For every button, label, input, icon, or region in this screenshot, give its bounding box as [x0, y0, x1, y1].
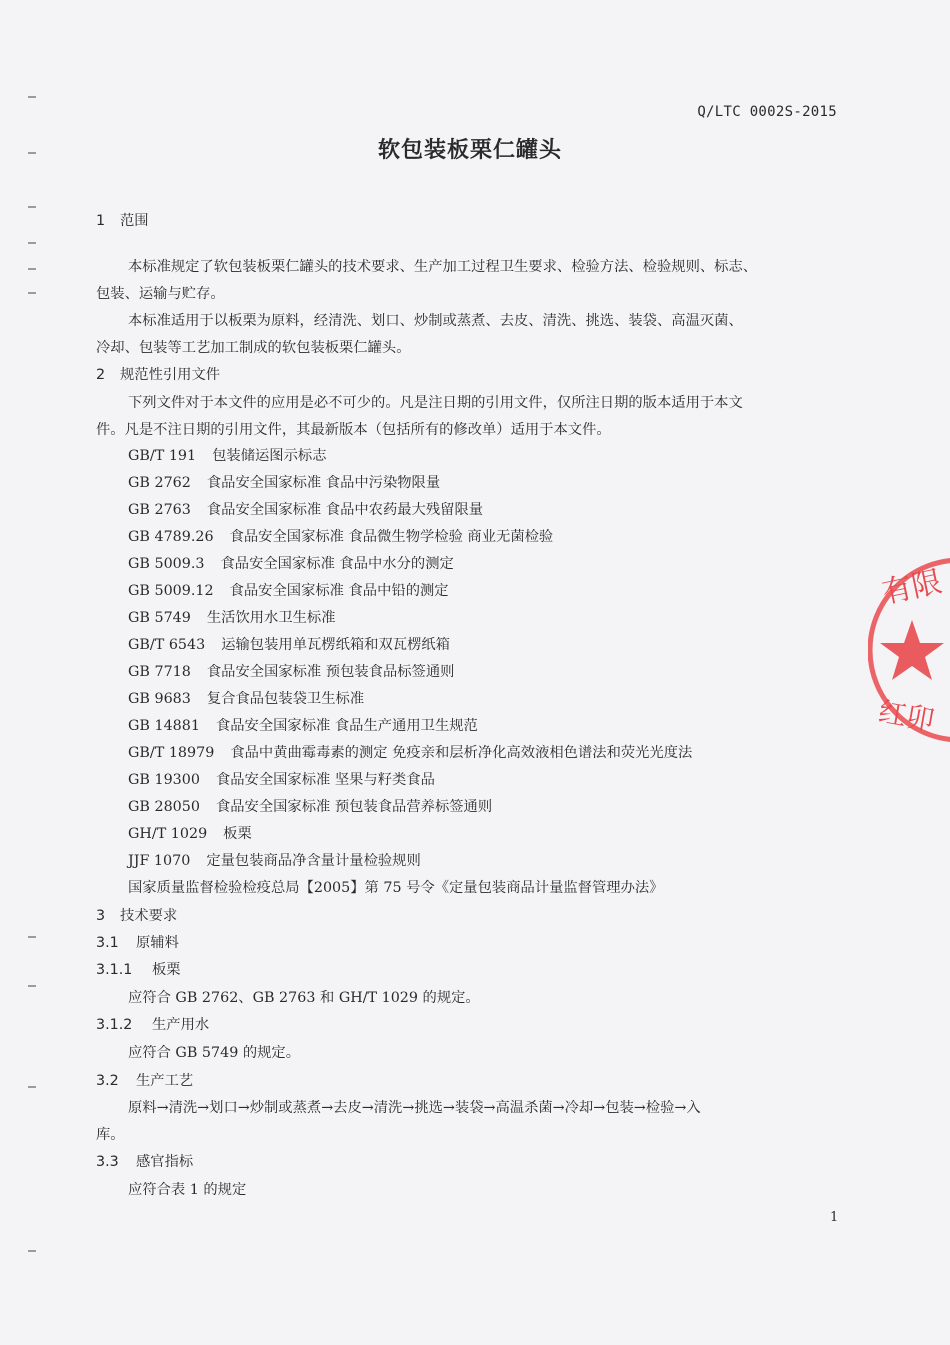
seal-text-top: 有限 — [879, 564, 945, 612]
section-3-3-heading: 3.3 感官指标 — [96, 1154, 194, 1170]
section-3-1-1-heading: 3.1.1 板栗 — [96, 962, 181, 978]
reference-item: GB 5749 生活饮用水卫生标准 — [128, 610, 336, 626]
process-flow-line-1: 原料→清洗→划口→炒制或蒸煮→去皮→清洗→挑选→装袋→高温杀菌→冷却→包装→检验→入 — [128, 1100, 701, 1116]
reference-item: GB/T 191 包装储运图示标志 — [128, 448, 327, 464]
reference-item: GB 2763 食品安全国家标准 食品中农药最大残留限量 — [128, 502, 484, 518]
section-3-1-1-text: 应符合 GB 2762、GB 2763 和 GH/T 1029 的规定。 — [128, 990, 480, 1006]
binding-mark — [28, 152, 36, 154]
section-2-heading: 2 规范性引用文件 — [96, 367, 221, 383]
scope-paragraph-2-line-1: 本标准适用于以板栗为原料，经清洗、划口、炒制或蒸煮、去皮、清洗、挑选、装袋、高温灭菌、 — [128, 313, 743, 329]
seal-star-icon — [880, 620, 944, 680]
scope-paragraph-1-line-1: 本标准规定了软包装板栗仁罐头的技术要求、生产加工过程卫生要求、检验方法、检验规则、标志、 — [128, 259, 758, 275]
binding-mark — [28, 206, 36, 208]
binding-mark — [28, 936, 36, 938]
references-intro-line-1: 下列文件对于本文件的应用是必不可少的。凡是注日期的引用文件，仅所注日期的版本适用于本文 — [128, 395, 743, 411]
reference-item: GB 14881 食品安全国家标准 食品生产通用卫生规范 — [128, 718, 478, 734]
reference-item: GB 7718 食品安全国家标准 预包装食品标签通则 — [128, 664, 455, 680]
reference-item: JJF 1070 定量包装商品净含量计量检验规则 — [128, 853, 421, 869]
section-3-2-heading: 3.2 生产工艺 — [96, 1073, 194, 1089]
section-1-heading: 1 范围 — [96, 213, 149, 229]
company-seal — [868, 548, 950, 753]
standard-number: Q/LTC 0002S-2015 — [697, 104, 837, 120]
binding-mark — [28, 292, 36, 294]
document-title: 软包装板栗仁罐头 — [377, 138, 562, 163]
section-3-1-2-heading: 3.1.2 生产用水 — [96, 1017, 210, 1033]
binding-mark — [28, 96, 36, 98]
reference-item: GH/T 1029 板栗 — [128, 826, 252, 842]
binding-mark — [28, 268, 36, 270]
reference-item: GB 5009.3 食品安全国家标准 食品中水分的测定 — [128, 556, 454, 572]
section-3-1-heading: 3.1 原辅料 — [96, 935, 179, 951]
page-number: 1 — [830, 1210, 839, 1225]
seal-text-bottom: 红卯 — [875, 695, 937, 738]
binding-mark — [28, 242, 36, 244]
decree-reference: 国家质量监督检验检疫总局【2005】第 75 号令《定量包装商品计量监督管理办法》 — [128, 880, 664, 896]
binding-mark — [28, 1086, 36, 1088]
section-3-3-text: 应符合表 1 的规定 — [128, 1182, 247, 1198]
binding-mark — [28, 985, 36, 987]
binding-mark — [28, 1250, 36, 1252]
reference-item: GB/T 18979 食品中黄曲霉毒素的测定 免疫亲和层析净化高效液相色谱法和荧光光度法 — [128, 745, 693, 761]
section-3-1-2-text: 应符合 GB 5749 的规定。 — [128, 1045, 301, 1061]
section-3-heading: 3 技术要求 — [96, 908, 178, 924]
reference-item: GB 19300 食品安全国家标准 坚果与籽类食品 — [128, 772, 435, 788]
scope-paragraph-1-line-2: 包装、运输与贮存。 — [96, 286, 225, 302]
reference-item: GB 28050 食品安全国家标准 预包装食品营养标签通则 — [128, 799, 493, 815]
references-intro-line-2: 件。凡是不注日期的引用文件，其最新版本（包括所有的修改单）适用于本文件。 — [96, 422, 611, 438]
reference-item: GB 9683 复合食品包装袋卫生标准 — [128, 691, 365, 707]
reference-item: GB/T 6543 运输包装用单瓦楞纸箱和双瓦楞纸箱 — [128, 637, 450, 653]
reference-item: GB 4789.26 食品安全国家标准 食品微生物学检验 商业无菌检验 — [128, 529, 554, 545]
reference-item: GB 2762 食品安全国家标准 食品中污染物限量 — [128, 475, 441, 491]
process-flow-line-2: 库。 — [96, 1127, 125, 1143]
reference-item: GB 5009.12 食品安全国家标准 食品中铅的测定 — [128, 583, 449, 599]
scope-paragraph-2-line-2: 冷却、包装等工艺加工制成的软包装板栗仁罐头。 — [96, 340, 411, 356]
